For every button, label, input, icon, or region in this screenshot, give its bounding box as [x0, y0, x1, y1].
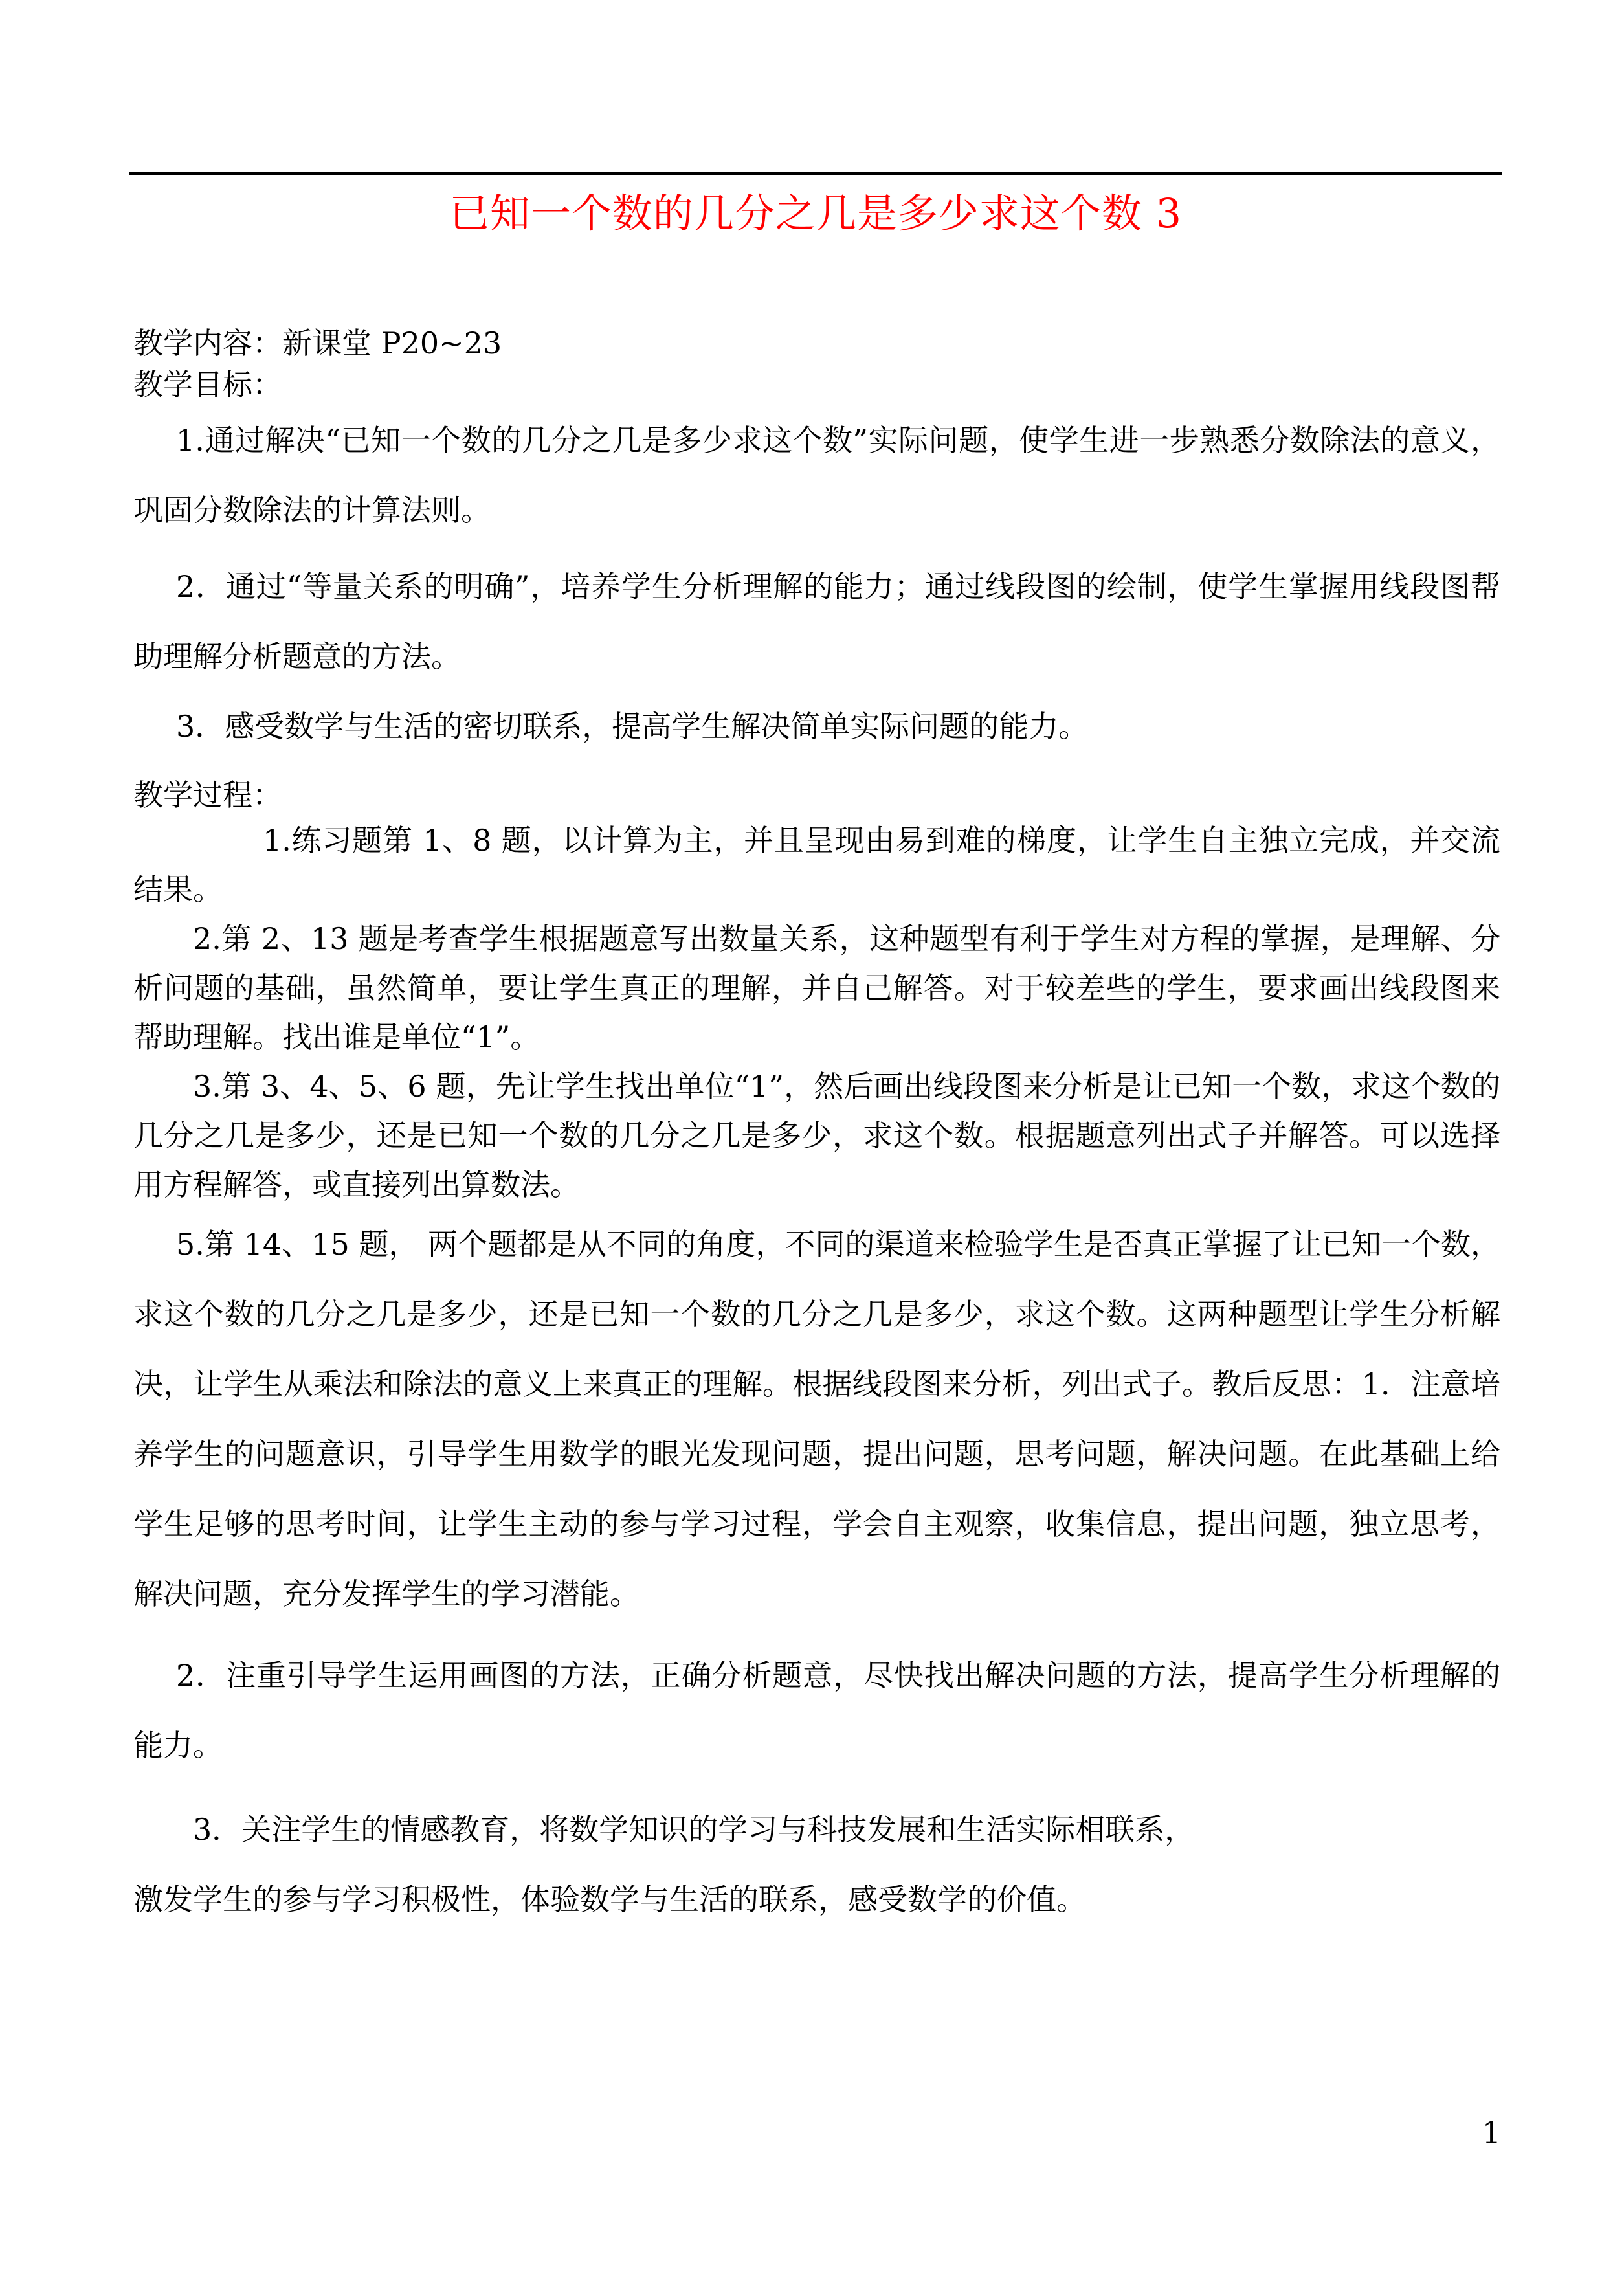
document-body	[133, 322, 1500, 1934]
document-title: 已知一个数的几分之几是多少求这个数 3	[449, 190, 1183, 237]
objectives-heading: 教学目标：	[133, 367, 282, 402]
page-number: 1	[1482, 2115, 1501, 2150]
process-item-5: 5.第 14、15 题， 两个题都是从不同的角度，不同的渠道来检验学生是否真正掌握了让已知一个数，求这个数的几分之几是多少，还是已知一个数的几分之几是多少，求这个数。这两种题型让学生分析解决，让学生从乘法和除法的意义上来真正的理解。根据线段图来分析，列出式子。教后反思：1．注意培养学生的问题意识，引导学生用数学的眼光发现问题，提出问题，思考问题，解决问题。在此基础上给学生足够的思考时间，让学生主动的参与学习过程，学会自主观察，收集信息，提出问题，独立思考，解决问题，充分发挥学生的学习潜能。	[133, 1227, 1500, 1611]
reflection-item-3-continued: 激发学生的参与学习积极性，体验数学与生活的联系，感受数学的价值。	[133, 1882, 1086, 1917]
objective-item-2: 2．通过“等量关系的明确”，培养学生分析理解的能力；通过线段图的绘制，使学生掌握用线段图帮助理解分析题意的方法。	[133, 569, 1500, 674]
objective-item-3: 3．感受数学与生活的密切联系，提高学生解决简单实际问题的能力。	[176, 709, 1089, 744]
objective-item-1: 1.通过解决“已知一个数的几分之几是多少求这个数”实际问题，使学生进一步熟悉分数除法的意义，巩固分数除法的计算法则。	[133, 423, 1500, 528]
process-item-2: 2.第 2、13 题是考查学生根据题意写出数量关系，这种题型有利于学生对方程的掌握，是理解、分析问题的基础，虽然简单，要让学生真正的理解，并自己解答。对于较差些的学生，要求画出线段图来帮助理解。找出谁是单位“1”。	[133, 921, 1500, 1055]
reflection-item-2: 2．注重引导学生运用画图的方法，正确分析题意，尽快找出解决问题的方法，提高学生分析理解的能力。	[133, 1658, 1500, 1763]
process-item-1: 1.练习题第 1、8 题，以计算为主，并且呈现由易到难的梯度，让学生自主独立完成，并交流结果。	[133, 823, 1500, 907]
teaching-content-line: 教学内容：新课堂 P20~23	[133, 326, 502, 361]
process-heading: 教学过程：	[133, 777, 282, 812]
process-item-3: 3.第 3、4、5、6 题，先让学生找出单位“1”，然后画出线段图来分析是让已知一个数，求这个数的几分之几是多少，还是已知一个数的几分之几是多少，求这个数。根据题意列出式子并解答。可以选择用方程解答，或直接列出算数法。	[133, 1069, 1500, 1202]
header-rule	[129, 172, 1502, 175]
reflection-item-3: 3．关注学生的情感教育，将数学知识的学习与科技发展和生活实际相联系，	[193, 1812, 1195, 1847]
